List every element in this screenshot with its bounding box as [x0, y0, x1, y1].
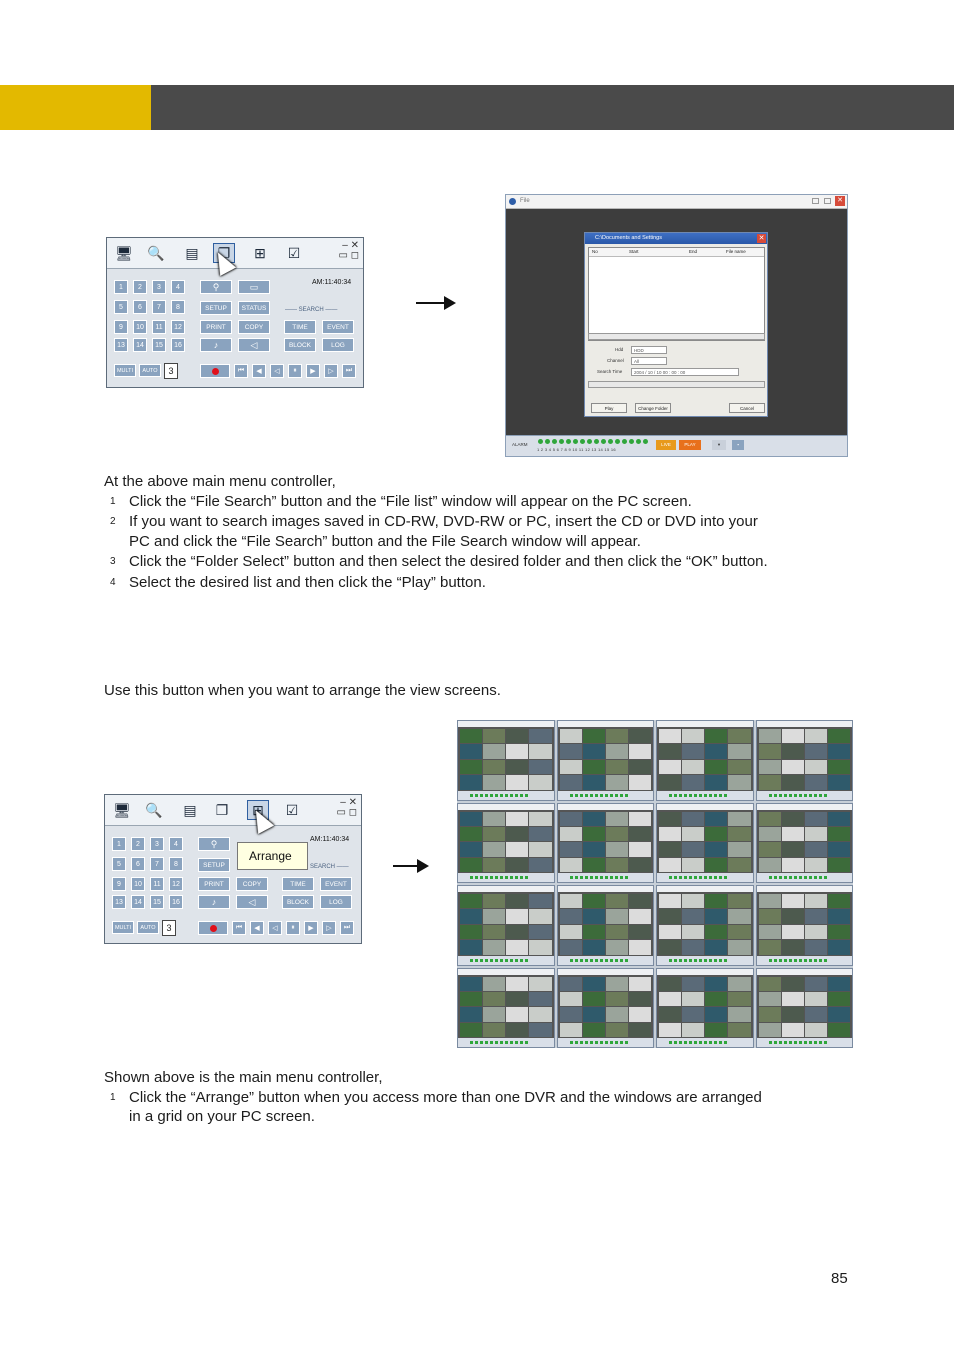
controller-toolbar: [107, 238, 363, 269]
dvr-window-thumbnail[interactable]: [756, 885, 854, 966]
play-icon[interactable]: ▶: [306, 364, 320, 378]
close-icon[interactable]: ✕: [835, 196, 845, 206]
channel-button-14[interactable]: 14: [133, 338, 147, 352]
header-bar: [151, 85, 954, 130]
alarm-leds: [538, 439, 648, 444]
channel-button-13[interactable]: 13: [114, 338, 128, 352]
dvr-window-thumbnail[interactable]: [457, 885, 555, 966]
pause-icon[interactable]: ⏸: [288, 364, 302, 378]
step-forward-icon[interactable]: ▷: [324, 364, 338, 378]
channel-button-6[interactable]: 6: [133, 300, 147, 314]
maximize-icon[interactable]: [824, 198, 831, 204]
forward-fast-icon[interactable]: ⏭: [342, 364, 356, 378]
arranged-dvr-windows: [457, 720, 853, 1048]
forward-fast-icon[interactable]: ⏭: [340, 921, 354, 935]
column-header-end: End: [689, 249, 698, 254]
controller-clock: AM:11:40:34: [310, 836, 350, 843]
file-search-icon[interactable]: ❐: [213, 243, 235, 263]
record-icon: [210, 925, 217, 932]
search-time-field[interactable]: 2004 / 10 / 10 00 : 00 : 00: [631, 368, 739, 376]
step-number: 4: [110, 577, 116, 588]
reverse-play-icon[interactable]: ◁: [270, 364, 284, 378]
channel-label: Channel: [607, 358, 624, 363]
event-search-button[interactable]: EVENT: [320, 877, 352, 891]
cancel-button[interactable]: Cancel: [729, 403, 765, 413]
monitor-icon[interactable]: 🖥: [115, 244, 133, 261]
channel-button-7[interactable]: 7: [150, 857, 164, 871]
search-label: —— SEARCH ——: [285, 307, 338, 313]
alarm-label: ALARM: [512, 442, 528, 447]
channel-button-12[interactable]: 12: [171, 320, 185, 334]
section1-step-text: Select the desired list and then click the “Play” button.: [129, 574, 486, 591]
channel-button-9[interactable]: 9: [114, 320, 128, 334]
alarm-led-numbers: 1 2 3 4 5 6 7 8 9 10 11 12 13 14 15 16: [537, 447, 616, 452]
display-icon[interactable]: ▭: [238, 280, 270, 294]
dvr-window-thumbnail[interactable]: [656, 885, 754, 966]
rewind-fast-icon[interactable]: ⏮: [232, 921, 246, 935]
dvr-window-thumbnail[interactable]: [756, 968, 854, 1049]
zoom-icon[interactable]: 🔍: [147, 244, 165, 261]
monitor-icon[interactable]: 🖥: [113, 801, 131, 818]
section2-intro: Use this button when you want to arrange the view screens.: [104, 682, 501, 699]
channel-button-13[interactable]: 13: [112, 895, 126, 909]
section1-step-text: If you want to search images saved in CD-RW, DVD-RW or PC, insert the CD or DVD into your: [129, 513, 758, 530]
channel-button-6[interactable]: 6: [131, 857, 145, 871]
option-icon[interactable]: ▪: [732, 440, 744, 450]
arrange-icon[interactable]: ⊞: [254, 244, 266, 261]
event-search-button[interactable]: EVENT: [322, 320, 354, 334]
step-number: 2: [110, 516, 116, 527]
log-search-button[interactable]: LOG: [322, 338, 354, 352]
time-search-button[interactable]: TIME: [284, 320, 316, 334]
speaker-icon[interactable]: ◁: [236, 895, 268, 909]
arrow-right-icon: [416, 302, 454, 304]
section2-step-text-continued: in a grid on your PC screen.: [129, 1108, 315, 1125]
channel-button-11[interactable]: 11: [150, 877, 164, 891]
rewind-fast-icon[interactable]: ⏮: [234, 364, 248, 378]
file-list[interactable]: [588, 247, 765, 341]
channel-button-8[interactable]: 8: [169, 857, 183, 871]
step-number: 1: [110, 1092, 116, 1103]
speaker-icon[interactable]: ◁: [238, 338, 270, 352]
horizontal-scrollbar[interactable]: [588, 333, 765, 340]
section1-step-text: Click the “File Search” button and the “File list” window will appear on the PC screen.: [129, 493, 692, 510]
dialog-close-icon[interactable]: ✕: [758, 235, 765, 242]
dvr-window-thumbnail[interactable]: [656, 720, 754, 801]
channel-button-1[interactable]: 1: [114, 280, 128, 294]
channel-button-8[interactable]: 8: [171, 300, 185, 314]
audio-icon[interactable]: ♪: [198, 895, 230, 909]
file-search-dialog: [584, 232, 768, 417]
tool-icon[interactable]: ⚲: [200, 280, 232, 294]
reverse-play-icon[interactable]: ◁: [268, 921, 282, 935]
change-folder-button[interactable]: Change Folder: [635, 403, 671, 413]
multi-button[interactable]: MULTI: [114, 364, 136, 377]
main-menu-controller-arrange: [104, 794, 362, 944]
header-accent-bar: [0, 85, 151, 130]
time-search-button[interactable]: TIME: [282, 877, 314, 891]
channel-button-16[interactable]: 16: [171, 338, 185, 352]
window-controls-icon[interactable]: ‒ ✕ ▭ ◻: [338, 240, 359, 261]
time-scrollbar[interactable]: [588, 381, 765, 388]
section2-step-text: Click the “Arrange” button when you access more than one DVR and the windows are arranged: [129, 1089, 762, 1106]
channel-button-3[interactable]: 3: [152, 280, 166, 294]
setup-button[interactable]: SETUP: [198, 858, 230, 872]
record-button[interactable]: [200, 364, 230, 378]
search-time-label: Search Time: [597, 369, 623, 374]
step-number: 1: [110, 496, 116, 507]
log-search-button[interactable]: LOG: [320, 895, 352, 909]
dvr-window-thumbnail[interactable]: [756, 720, 854, 801]
step-number: 3: [110, 556, 116, 567]
channel-button-15[interactable]: 15: [150, 895, 164, 909]
dvr-window-thumbnail[interactable]: [557, 720, 655, 801]
file-list-window: [505, 194, 848, 457]
play-icon[interactable]: ▶: [304, 921, 318, 935]
step-back-icon[interactable]: ◀: [252, 364, 266, 378]
channel-button-16[interactable]: 16: [169, 895, 183, 909]
record-button[interactable]: [198, 921, 228, 935]
channel-button-7[interactable]: 7: [152, 300, 166, 314]
channel-button-10[interactable]: 10: [133, 320, 147, 334]
column-header-filename: File name: [726, 249, 746, 254]
channel-button-15[interactable]: 15: [152, 338, 166, 352]
arrange-icon[interactable]: ⊞: [247, 800, 269, 820]
status-button[interactable]: STATUS: [238, 301, 270, 315]
checklist-icon[interactable]: ☑: [287, 244, 301, 261]
print-button[interactable]: PRINT: [200, 320, 232, 334]
sequence-input[interactable]: 3: [162, 920, 176, 936]
dvr-window-thumbnail[interactable]: [656, 803, 754, 884]
step-forward-icon[interactable]: ▷: [322, 921, 336, 935]
dvr-window-thumbnail[interactable]: [557, 803, 655, 884]
storage-icon[interactable]: ▤: [183, 801, 197, 818]
block-search-button[interactable]: BLOCK: [282, 895, 314, 909]
dvr-window-thumbnail[interactable]: [457, 720, 555, 801]
column-header-start: Start: [629, 249, 639, 254]
pause-icon[interactable]: ⏸: [286, 921, 300, 935]
channel-button-2[interactable]: 2: [133, 280, 147, 294]
print-button[interactable]: PRINT: [198, 877, 230, 891]
dialog-titlebar: [585, 233, 767, 244]
section1-intro: At the above main menu controller,: [104, 473, 336, 490]
channel-button-12[interactable]: 12: [169, 877, 183, 891]
multi-button[interactable]: MULTI: [112, 921, 134, 934]
copy-button[interactable]: COPY: [236, 877, 268, 891]
copy-button[interactable]: COPY: [238, 320, 270, 334]
file-window-titlebar: [506, 195, 847, 209]
channel-select[interactable]: All: [631, 357, 667, 365]
auto-button[interactable]: AUTO: [137, 921, 159, 934]
dvr-window-thumbnail[interactable]: [656, 968, 754, 1049]
window-controls-icon[interactable]: ‒ ✕ ▭ ◻: [336, 797, 357, 818]
page-number: 85: [831, 1270, 848, 1287]
channel-button-5[interactable]: 5: [112, 857, 126, 871]
arrow-right-icon: [393, 865, 427, 867]
minimize-icon[interactable]: [812, 198, 819, 204]
audio-icon[interactable]: ♪: [200, 338, 232, 352]
column-header-no: No: [592, 249, 598, 254]
zoom-icon[interactable]: 🔍: [145, 801, 163, 818]
controller-clock: AM:11:40:34: [312, 279, 352, 286]
channel-button-4[interactable]: 4: [169, 837, 183, 851]
channel-button-3[interactable]: 3: [150, 837, 164, 851]
dvr-window-thumbnail[interactable]: [557, 968, 655, 1049]
play-button[interactable]: Play: [591, 403, 627, 413]
channel-button-4[interactable]: 4: [171, 280, 185, 294]
dvr-window-thumbnail[interactable]: [457, 803, 555, 884]
hdd-select[interactable]: HDD: [631, 346, 667, 354]
channel-button-14[interactable]: 14: [131, 895, 145, 909]
sequence-input[interactable]: 3: [164, 363, 178, 379]
dvr-window-thumbnail[interactable]: [457, 968, 555, 1049]
search-label: SEARCH ——: [310, 864, 349, 870]
step-back-icon[interactable]: ◀: [250, 921, 264, 935]
channel-button-11[interactable]: 11: [152, 320, 166, 334]
live-button[interactable]: LIVE: [656, 440, 676, 450]
channel-button-10[interactable]: 10: [131, 877, 145, 891]
channel-button-9[interactable]: 9: [112, 877, 126, 891]
setup-button[interactable]: SETUP: [200, 301, 232, 315]
record-icon: [212, 368, 219, 375]
checklist-icon[interactable]: ☑: [285, 801, 299, 818]
section1-step-text: Click the “Folder Select” button and then select the desired folder and then click the “OK” button.: [129, 553, 768, 570]
section2-caption: Shown above is the main menu controller,: [104, 1069, 383, 1086]
tool-icon[interactable]: ⚲: [198, 837, 230, 851]
main-menu-controller-file-search: [106, 237, 364, 388]
channel-button-2[interactable]: 2: [131, 837, 145, 851]
auto-button[interactable]: AUTO: [139, 364, 161, 377]
alarm-status-bar: [506, 435, 847, 456]
controller-toolbar: [105, 795, 361, 826]
menu-icon[interactable]: ▾: [712, 440, 726, 450]
channel-button-1[interactable]: 1: [112, 837, 126, 851]
dvr-window-thumbnail[interactable]: [756, 803, 854, 884]
file-window-title: File: [520, 198, 530, 204]
play-status-button[interactable]: PLAY: [679, 440, 701, 450]
section1-step-text-continued: PC and click the “File Search” button and the File Search window will appear.: [129, 533, 641, 550]
hdd-label: Hdd: [615, 347, 624, 352]
storage-icon[interactable]: ▤: [185, 244, 199, 261]
arrange-tooltip: Arrange: [237, 842, 308, 870]
file-search-icon[interactable]: ❐: [215, 801, 229, 818]
dialog-title: C:\Documents and Settings: [595, 235, 662, 241]
block-search-button[interactable]: BLOCK: [284, 338, 316, 352]
app-icon: [509, 198, 516, 205]
dvr-window-thumbnail[interactable]: [557, 885, 655, 966]
file-list-header: [589, 248, 764, 257]
channel-button-5[interactable]: 5: [114, 300, 128, 314]
